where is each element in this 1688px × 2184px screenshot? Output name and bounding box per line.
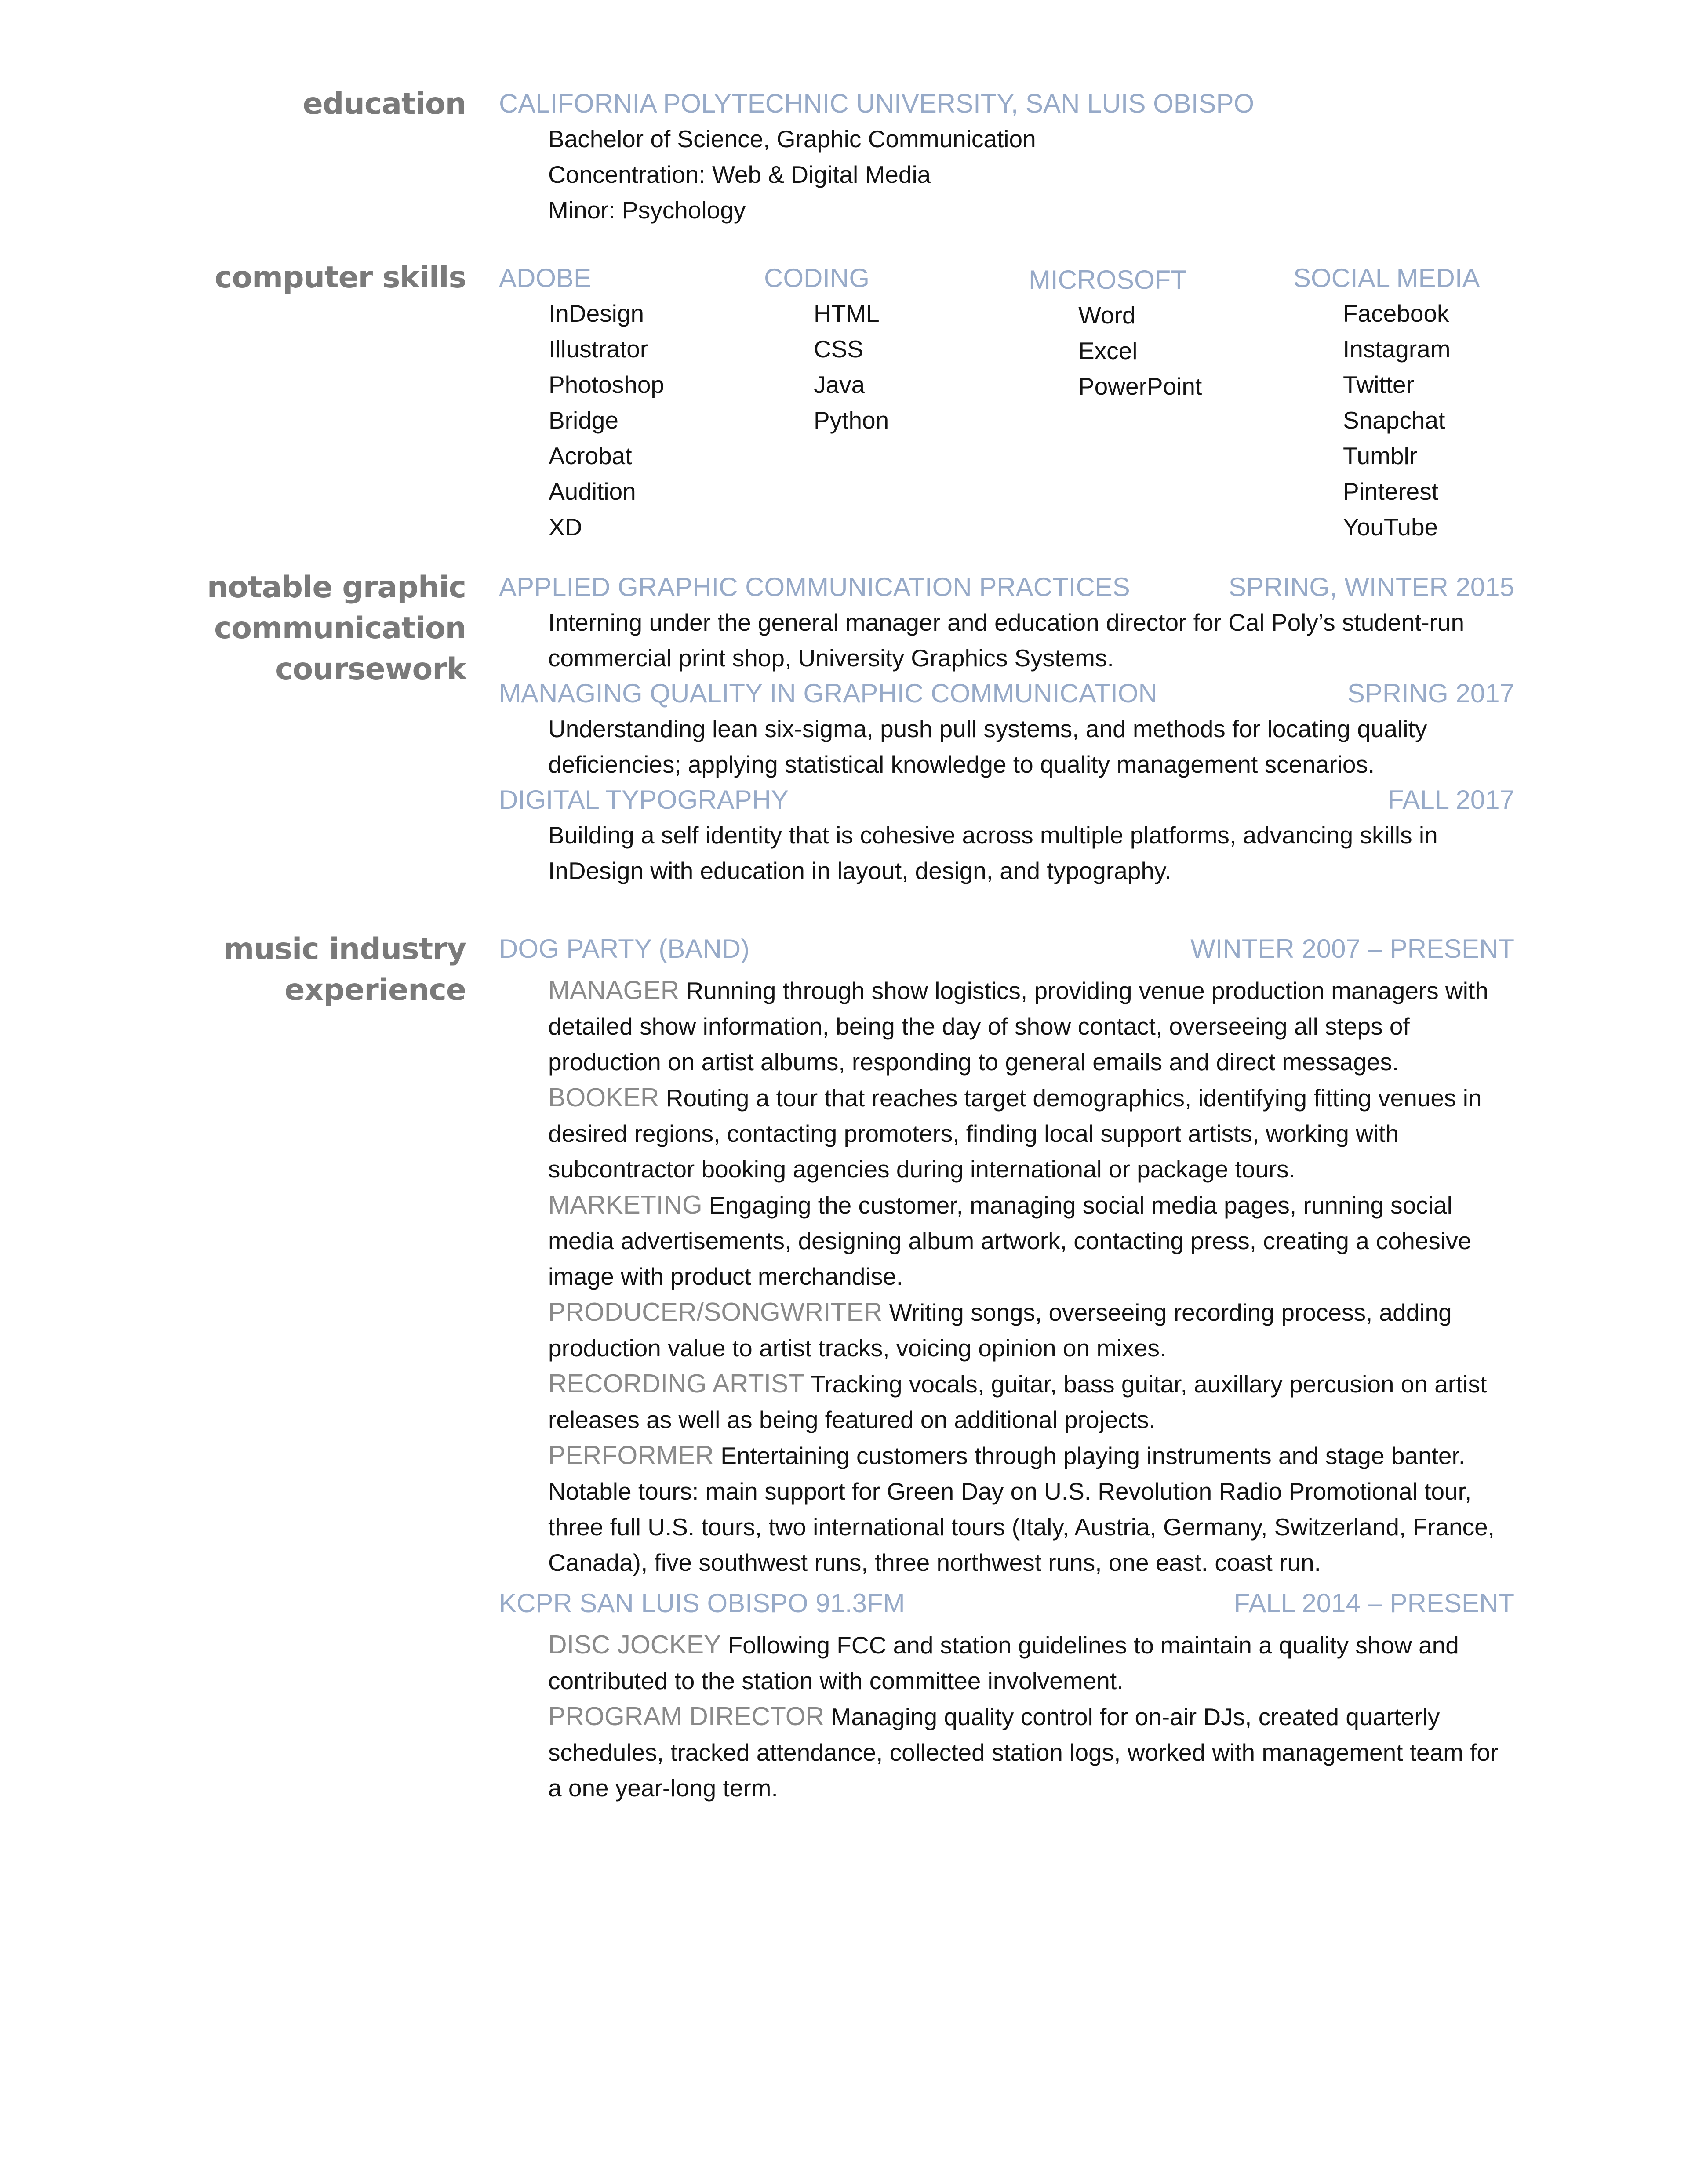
music-experience-heading: music industry experience (223, 932, 466, 1007)
skill-column-adobe (499, 261, 664, 545)
concentration-line: Concentration: Web & Digital Media (548, 161, 931, 188)
course-description: Building a self identity that is cohesive across multiple platforms, advancing skills in InDesign with education in layout, design, and typography. (548, 821, 1438, 884)
role-title: BOOKER (548, 1083, 659, 1112)
institution-name: CALIFORNIA POLYTECHNIC UNIVERSITY, SAN LUIS OBISPO (499, 89, 1255, 118)
skill-item: Excel (1078, 337, 1138, 364)
skill-item: Twitter (1343, 371, 1414, 398)
role-list (499, 1627, 1514, 1806)
skill-item: Facebook (1343, 300, 1449, 327)
skill-item: Python (814, 407, 889, 434)
skill-category-title: SOCIAL MEDIA (1293, 263, 1480, 293)
organization-name: DOG PARTY (BAND) (499, 934, 750, 963)
coursework-heading: notable graphic communication coursework (207, 570, 466, 687)
role-description: Routing a tour that reaches target demographics, identifying fitting venues in desired regions, contacting promoters, finding local support artists, working with subcontractor booking agencies during international or package tours. (548, 1084, 1482, 1183)
organization-name: KCPR SAN LUIS OBISPO 91.3FM (499, 1588, 905, 1618)
course-title: APPLIED GRAPHIC COMMUNICATION PRACTICES (499, 572, 1130, 602)
skill-item: PowerPoint (1078, 373, 1202, 400)
role-title: PRODUCER/SONGWRITER (548, 1297, 883, 1326)
skill-item: Snapchat (1343, 407, 1445, 434)
course-date: FALL 2017 (1387, 785, 1514, 814)
role-title: MANAGER (548, 976, 680, 1005)
course-title: MANAGING QUALITY IN GRAPHIC COMMUNICATION (499, 679, 1157, 708)
role-list (499, 973, 1514, 1581)
course-description: Understanding lean six-sigma, push pull systems, and methods for locating quality deficiencies; applying statistical knowledge to quality management scenarios. (548, 715, 1427, 778)
skills-section (0, 257, 1688, 556)
course-description: Interning under the general manager and education director for Cal Poly’s student-run commercial print shop, University Graphics Systems. (548, 609, 1465, 672)
course-title: DIGITAL TYPOGRAPHY (499, 785, 789, 814)
course-entry (499, 782, 1514, 889)
skill-item: Photoshop (549, 371, 664, 398)
role-entry (548, 973, 1514, 1080)
position-date: WINTER 2007 – PRESENT (1190, 934, 1514, 963)
role-description: Running through show logistics, providing venue production managers with detailed show information, being the day of show contact, overseeing all steps of production on artist albums, responding to general emails and direct messages. (548, 977, 1488, 1076)
role-description: Tracking vocals, guitar, bass guitar, auxillary percusion on artist releases as well as being featured on additional projects. (548, 1370, 1487, 1433)
course-entry (499, 570, 1514, 676)
skill-item: Instagram (1343, 335, 1451, 363)
position-entry (499, 931, 1514, 1581)
role-entry (548, 1294, 1514, 1366)
skill-item: CSS (814, 335, 864, 363)
skill-category-title: MICROSOFT (1029, 265, 1187, 294)
role-entry (548, 1366, 1514, 1438)
education-heading: education (302, 87, 466, 121)
skill-category-title: ADOBE (499, 263, 592, 293)
role-entry (548, 1699, 1514, 1806)
skill-item: Java (814, 371, 865, 398)
skill-item: Pinterest (1343, 478, 1439, 505)
course-date: SPRING 2017 (1347, 679, 1514, 708)
skill-column-social-media (1293, 261, 1480, 545)
skill-item: HTML (814, 300, 880, 327)
skill-item: InDesign (549, 300, 644, 327)
degree-line: Bachelor of Science, Graphic Communication (548, 125, 1036, 153)
skill-item: Word (1078, 302, 1136, 329)
position-date: FALL 2014 – PRESENT (1233, 1588, 1514, 1618)
role-description: Following FCC and station guidelines to maintain a quality show and contributed to the station with committee involvement. (548, 1632, 1459, 1694)
role-title: MARKETING (548, 1190, 702, 1219)
role-title: PERFORMER (548, 1441, 714, 1470)
course-date: SPRING, WINTER 2015 (1228, 572, 1514, 602)
skill-column-microsoft (1029, 262, 1202, 404)
skill-item: Illustrator (549, 335, 648, 363)
skills-heading: computer skills (215, 260, 466, 295)
minor-line: Minor: Psychology (548, 196, 746, 224)
course-entry (499, 676, 1514, 782)
skill-column-coding (764, 261, 889, 438)
role-entry (548, 1187, 1514, 1294)
role-title: PROGRAM DIRECTOR (548, 1702, 825, 1731)
role-description: Writing songs, overseeing recording process, adding production value to artist tracks, voicing opinion on mixes. (548, 1299, 1452, 1362)
role-entry (548, 1438, 1514, 1581)
role-entry (548, 1080, 1514, 1187)
skill-item: Tumblr (1343, 442, 1418, 469)
skill-item: YouTube (1343, 513, 1438, 541)
skill-item: Acrobat (549, 442, 632, 469)
role-description: Engaging the customer, managing social media pages, running social media advertisements, designing album artwork, contacting press, creating a cohesive image with product merchandise. (548, 1192, 1472, 1290)
skill-category-title: CODING (764, 263, 869, 293)
role-entry (548, 1627, 1514, 1699)
skill-item: XD (549, 513, 582, 541)
skill-item: Audition (549, 478, 636, 505)
degree-details (499, 121, 1514, 228)
role-description: Managing quality control for on-air DJs, created quarterly schedules, tracked attendance, collected station logs, worked with management team for a one year-long term. (548, 1703, 1499, 1802)
role-title: RECORDING ARTIST (548, 1369, 804, 1398)
skills-grid (499, 261, 1514, 560)
skill-item: Bridge (549, 407, 618, 434)
role-title: DISC JOCKEY (548, 1630, 721, 1659)
role-description: Entertaining customers through playing instruments and stage banter. Notable tours: main support for Green Day on U.S. Revolution Radio Promotional tour, three full U.S. tours, two international tours (Italy, Austria, Germany, Switzerland, France, Canada), five southwest runs, three northwest runs, one east. coast run. (548, 1442, 1495, 1576)
position-entry (499, 1586, 1514, 1806)
